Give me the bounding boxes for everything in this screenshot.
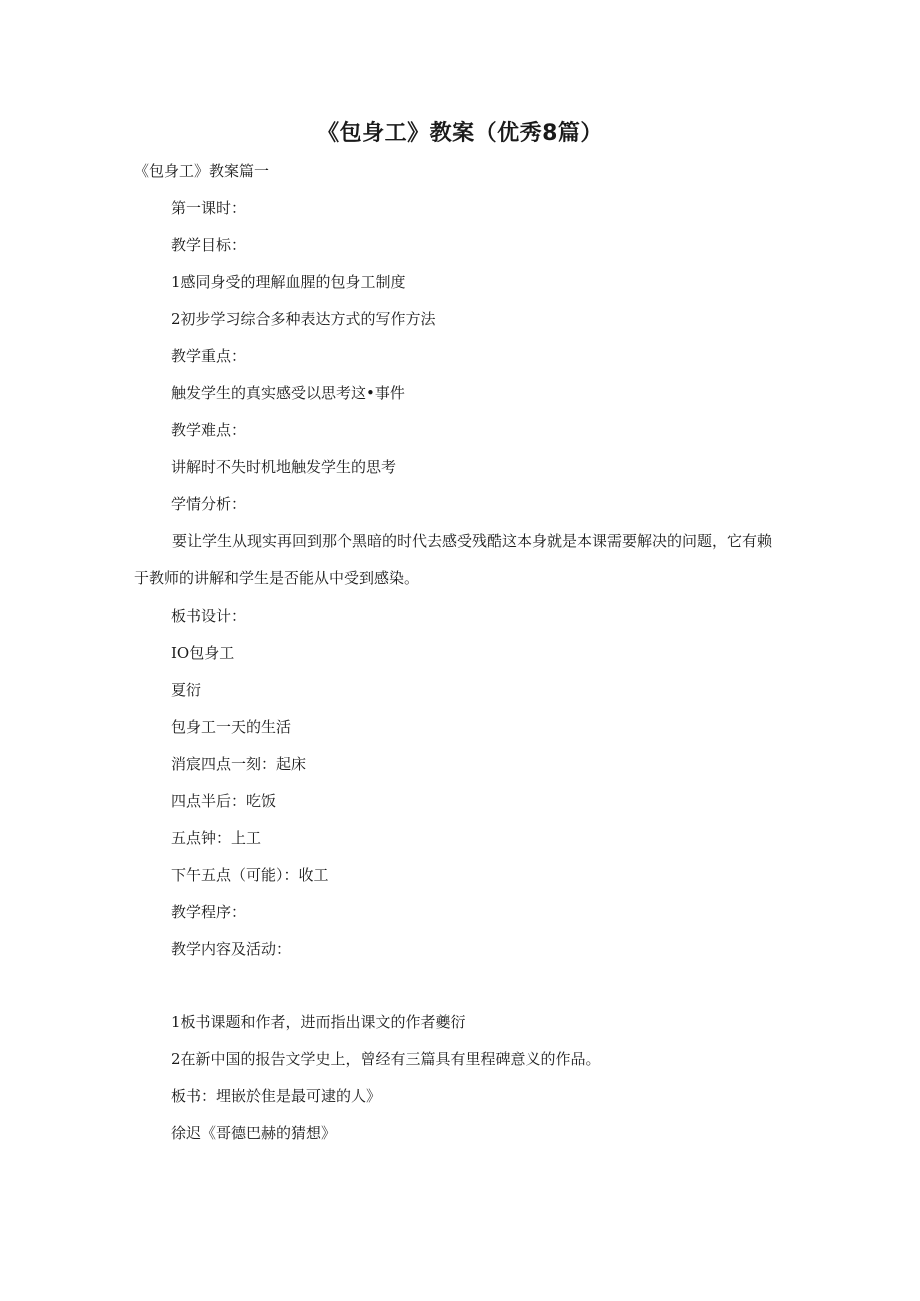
text-line: 教学重点： bbox=[171, 347, 247, 365]
text-line: 2初步学习综合多种表达方式的写作方法 bbox=[171, 310, 436, 328]
text-line: 教学内容及活动： bbox=[171, 940, 292, 958]
body-paragraph: 要让学生从现实再回到那个黑暗的时代去感受残酷这本身就是本课需要解决的问题，它有赖于教师的讲解和学生是否能从中受到感染。 bbox=[134, 532, 773, 587]
text-line: 1板书课题和作者，进而指出课文的作者夔衍 bbox=[171, 1013, 466, 1031]
document-title: 《包身工》教案（优秀8篇） bbox=[317, 121, 603, 146]
text-line: 1感同身受的理解血腥的包身工制度 bbox=[171, 273, 406, 291]
text-line: 五点钟：上工 bbox=[171, 829, 262, 847]
text-line: 板书设计： bbox=[171, 607, 247, 625]
text-line: 教学目标： bbox=[171, 236, 247, 254]
text-line: 徐迟《哥德巴赫的猜想》 bbox=[171, 1124, 337, 1142]
text-line: 包身工一天的生活 bbox=[171, 718, 292, 736]
text-line: 消宸四点一刻：起床 bbox=[171, 755, 307, 773]
text-line: 下午五点（可能）：收工 bbox=[171, 866, 329, 884]
text-line: 四点半后：吃饭 bbox=[171, 792, 277, 810]
text-line: 触发学生的真实感受以思考这•事件 bbox=[171, 384, 405, 402]
text-line: IO包身工 bbox=[171, 644, 235, 662]
text-line: 2在新中国的报告文学史上，曾经有三篇具有里程碑意义的作品。 bbox=[171, 1050, 601, 1068]
text-line: 板书：埋嵌於隹是最可逮的人》 bbox=[171, 1087, 382, 1105]
text-line: 教学难点： bbox=[171, 421, 247, 439]
text-line: 学情分析： bbox=[171, 495, 247, 513]
section-heading: 《包身工》教案篇一 bbox=[134, 162, 270, 180]
text-line: 讲解时不失时机地触发学生的思考 bbox=[171, 458, 397, 476]
text-line: 教学程序： bbox=[171, 903, 247, 921]
text-line: 夏衍 bbox=[171, 681, 202, 699]
text-line: 第一课时： bbox=[171, 199, 247, 217]
